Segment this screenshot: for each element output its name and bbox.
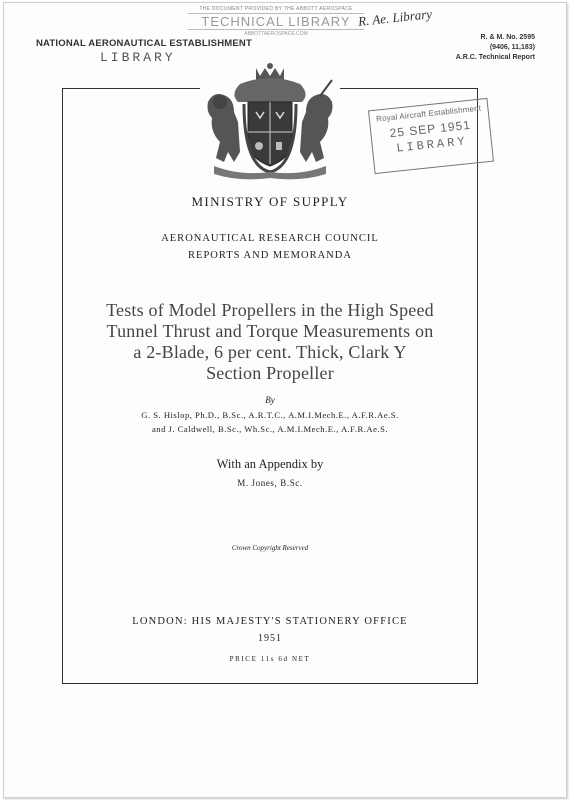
publisher-line: LONDON: HIS MAJESTY'S STATIONERY OFFICE [132, 616, 408, 627]
price-line: PRICE 11s 6d NET [229, 655, 311, 663]
series-name: REPORTS AND MEMORANDA [188, 250, 352, 261]
report-title [62, 300, 478, 384]
report-number: R. & M. No. 2595 [480, 34, 535, 41]
report-code: (9406, 11,183) [489, 44, 535, 51]
title-line: a 2-Blade, 6 per cent. Thick, Clark Y [133, 342, 407, 362]
nae-establishment: NATIONAL AERONAUTICAL ESTABLISHMENT [36, 38, 252, 49]
publication-year: 1951 [258, 633, 282, 644]
stamp-small-text: THE DOCUMENT PROVIDED BY THE ABBOTT AEROSPACE [199, 6, 353, 12]
stamp-title: TECHNICAL LIBRARY [188, 13, 364, 30]
stamp-url: ABBOTTAEROSPACE.COM [244, 31, 308, 37]
report-type: A.R.C. Technical Report [455, 54, 535, 61]
by-label: By [265, 395, 275, 405]
appendix-heading: With an Appendix by [216, 457, 324, 471]
ministry-heading: MINISTRY OF SUPPLY [191, 194, 349, 209]
received-date-stamp [368, 98, 494, 174]
author-line: G. S. Hislop, Ph.D., B.Sc., A.R.T.C., A.M.I.Mech.E., A.F.R.Ae.S. [141, 410, 399, 420]
council-name: AERONAUTICAL RESEARCH COUNCIL [161, 233, 379, 244]
title-line: Section Propeller [206, 363, 334, 383]
authors-block [62, 408, 478, 436]
council-block [62, 230, 478, 264]
stamp-library: LIBRARY [395, 134, 469, 156]
author-line: and J. Caldwell, B.Sc., Wh.Sc., A.M.I.Mech.E., A.F.R.Ae.S. [151, 424, 389, 434]
title-line: Tunnel Thrust and Torque Measurements on [106, 321, 434, 341]
stamp-establishment: Royal Aircraft Establishment [375, 103, 482, 124]
title-line: Tests of Model Propellers in the High Speed [106, 300, 434, 320]
handwritten-note: R. Ae. Library [357, 6, 433, 29]
stamp-date: 25 SEP 1951 [388, 117, 472, 141]
appendix-author: M. Jones, B.Sc. [237, 478, 303, 488]
royal-coat-of-arms-icon [200, 62, 340, 180]
library-header-stamp [188, 6, 364, 37]
report-reference [456, 33, 535, 63]
nae-library-stamp: LIBRARY [100, 50, 176, 65]
copyright-notice: Crown Copyright Reserved [231, 544, 309, 552]
